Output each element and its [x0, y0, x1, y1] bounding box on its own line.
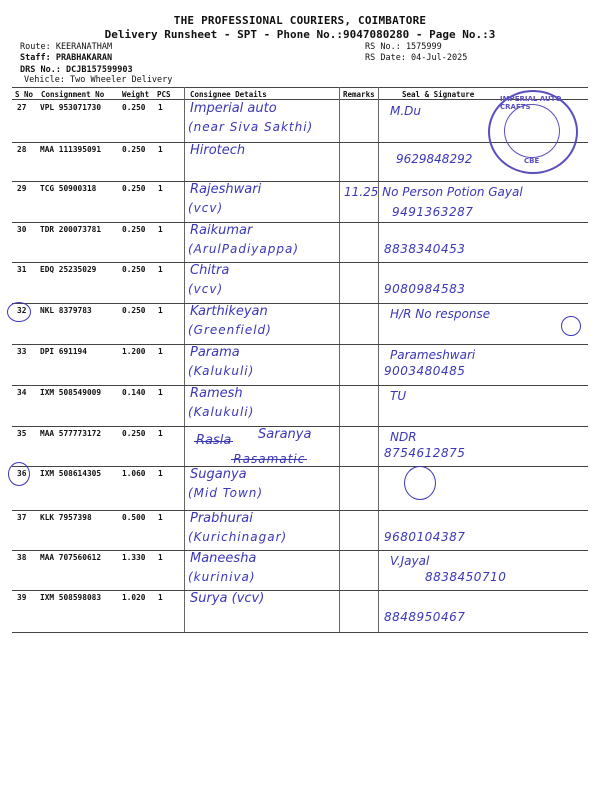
rs-no-label: RS No.: 1575999	[365, 42, 442, 52]
row-pcs: 1	[158, 593, 163, 602]
col-remarks-header: Remarks	[343, 90, 375, 99]
row-consignee-area: (Kurichinagar)	[188, 530, 288, 544]
row-separator	[12, 550, 588, 551]
row-signature-line2: 9003480485	[384, 364, 466, 378]
row-consignee-name: Hirotech	[190, 143, 246, 158]
row-pcs: 1	[158, 347, 163, 356]
row-consignee-name: Raikumar	[190, 223, 253, 238]
row-signature-line1: NDR	[390, 430, 417, 444]
table-top-border	[12, 87, 588, 88]
row-sno: 27	[17, 103, 27, 112]
row-consignment-no: TDR 200073781	[40, 225, 102, 234]
row-sno: 36	[17, 469, 27, 478]
row-weight: 0.250	[122, 103, 146, 112]
row-separator	[12, 510, 588, 511]
row-sno: 39	[17, 593, 27, 602]
row-separator	[12, 466, 588, 467]
col-consignment-header: Consignment No	[41, 90, 105, 99]
row-consignment-no: IXM 508614305	[40, 469, 102, 478]
row-sno: 34	[17, 388, 27, 397]
row-separator	[12, 181, 588, 182]
row-signature-line1: 9629848292	[396, 152, 473, 166]
col-sno-header: S No	[15, 90, 34, 99]
row-weight: 1.060	[122, 469, 146, 478]
row-sno: 35	[17, 429, 27, 438]
row-signature-line1: V.Jayal	[390, 554, 430, 568]
row-consignee-name: Ramesh	[190, 386, 243, 401]
seal-inner-ring	[504, 104, 560, 158]
rs-date-label: RS Date: 04-Jul-2025	[365, 53, 468, 63]
company-seal-stamp	[488, 90, 578, 174]
row-pcs: 1	[158, 306, 163, 315]
row-pcs: 1	[158, 553, 163, 562]
row-weight: 0.250	[122, 225, 146, 234]
row-consignee-area: (Mid Town)	[188, 486, 264, 500]
row-separator	[12, 222, 588, 223]
row-sno: 31	[17, 265, 27, 274]
staff-label: Staff: PRABHAKARAN	[20, 53, 113, 63]
row-consignment-no: KLK 7957398	[40, 513, 92, 522]
row-pcs: 1	[158, 103, 163, 112]
row-consignee-name: Maneesha	[190, 551, 257, 566]
row-pcs: 1	[158, 145, 163, 154]
row-consignee-struck-line2: Rasamatic	[233, 452, 306, 466]
row-consignee-area: (kuriniva)	[188, 570, 256, 584]
row-pcs: 1	[158, 469, 163, 478]
row-consignee-area: (ArulPadiyappa)	[188, 242, 300, 256]
row-consignee-struck: Rasla	[196, 433, 232, 448]
row-weight: 0.250	[122, 145, 146, 154]
row-consignment-no: VPL 953071730	[40, 103, 102, 112]
row-pcs: 1	[158, 388, 163, 397]
row-pcs: 1	[158, 184, 163, 193]
row-consignment-no: MAA 577773172	[40, 429, 102, 438]
row-consignee-name: Imperial auto	[190, 101, 277, 116]
row-separator	[12, 344, 588, 345]
row-consignment-no: MAA 111395091	[40, 145, 102, 154]
row-consignee-name: Saranya	[258, 427, 312, 442]
row-weight: 0.140	[122, 388, 146, 397]
row-signature-line2: 9080984583	[384, 282, 466, 296]
row-consignee-name: Suganya	[190, 467, 247, 482]
row-32-circle-mark	[7, 302, 31, 322]
col-pcs-header: PCS	[157, 90, 171, 99]
row-pcs: 1	[158, 513, 163, 522]
row-signature-line1: M.Du	[390, 104, 422, 118]
row-pcs: 1	[158, 225, 163, 234]
row-signature-line2: 8848950467	[384, 610, 466, 624]
row-weight: 0.250	[122, 306, 146, 315]
col-weight-header: Weight	[122, 90, 150, 99]
row-sno: 37	[17, 513, 27, 522]
row-sno: 28	[17, 145, 27, 154]
row-pcs: 1	[158, 429, 163, 438]
row-36-signature-circle	[404, 466, 436, 500]
row-signature-line2: 8838450710	[425, 570, 507, 584]
row-36-circle-mark	[8, 462, 30, 486]
row-weight: 1.200	[122, 347, 146, 356]
row-separator	[12, 632, 588, 633]
row-sno: 33	[17, 347, 27, 356]
row-weight: 0.500	[122, 513, 146, 522]
row-consignee-name: Rajeshwari	[190, 182, 262, 197]
row-weight: 1.330	[122, 553, 146, 562]
col-consignee-header: Consignee Details	[190, 90, 267, 99]
row-separator	[12, 262, 588, 263]
row-signature-line1: Parameshwari	[390, 348, 476, 362]
col-seal-header: Seal & Signature	[402, 90, 475, 99]
row-weight: 0.250	[122, 265, 146, 274]
row-consignment-no: TCG 50900318	[40, 184, 97, 193]
row-consignee-name: Surya (vcv)	[190, 591, 265, 606]
row-consignment-no: EDQ 25235029	[40, 265, 97, 274]
row-separator	[12, 385, 588, 386]
company-title: THE PROFESSIONAL COURIERS, COIMBATORE	[173, 14, 427, 27]
row-consignee-area: (vcv)	[188, 201, 224, 215]
row-consignment-no: IXM 508549009	[40, 388, 102, 397]
row-consignee-area: (vcv)	[188, 282, 224, 296]
row-consignee-name: Parama	[190, 345, 240, 360]
row-weight: 0.250	[122, 184, 146, 193]
vehicle-label: Vehicle: Two Wheeler Delivery	[24, 75, 173, 85]
row-pcs: 1	[158, 265, 163, 274]
row-consignee-name: Karthikeyan	[190, 304, 268, 319]
row-consignee-area: (Greenfield)	[188, 323, 272, 337]
row-consignment-no: NKL 8379783	[40, 306, 92, 315]
row-weight: 1.020	[122, 593, 146, 602]
row-sno: 29	[17, 184, 27, 193]
row-separator	[12, 303, 588, 304]
row-consignee-name: Prabhurai	[190, 511, 253, 526]
row-consignment-no: DPI 691194	[40, 347, 87, 356]
row-consignment-no: IXM 508598083	[40, 593, 102, 602]
row-separator	[12, 590, 588, 591]
row-sno: 30	[17, 225, 27, 234]
route-label: Route: KEERANATHAM	[20, 42, 113, 52]
row-signature-line1: TU	[390, 389, 407, 403]
row-consignee-area: (Kalukuli)	[188, 405, 255, 419]
row-consignee-area: (Kalukuli)	[188, 364, 255, 378]
row-weight: 0.250	[122, 429, 146, 438]
row-consignee-name: Chitra	[190, 263, 230, 278]
row-signature-line2: 9680104387	[384, 530, 466, 544]
row-32-remark-circle	[561, 316, 581, 336]
drs-label: DRS No.: DCJB157599903	[20, 65, 133, 75]
row-consignee-area: (near Siva Sakthi)	[188, 120, 314, 134]
runsheet-subtitle: Delivery Runsheet - SPT - Phone No.:9047080280 - Page No.:3	[104, 28, 496, 41]
row-signature-line2: 8754612875	[384, 446, 466, 460]
row-signature-line1: H/R No response	[390, 307, 491, 321]
row-sno: 32	[17, 306, 27, 315]
seal-text-top: IMPERIAL AUTO CRAFTS	[500, 95, 562, 111]
row-signature-line2: 8838340453	[384, 242, 466, 256]
row-sno: 38	[17, 553, 27, 562]
row-signature-line1: 11.25 No Person Potion Gayal	[344, 185, 523, 199]
seal-text-bottom: CBE	[524, 157, 540, 165]
row-consignment-no: MAA 707560612	[40, 553, 102, 562]
row-signature-line2: 9491363287	[392, 205, 474, 219]
